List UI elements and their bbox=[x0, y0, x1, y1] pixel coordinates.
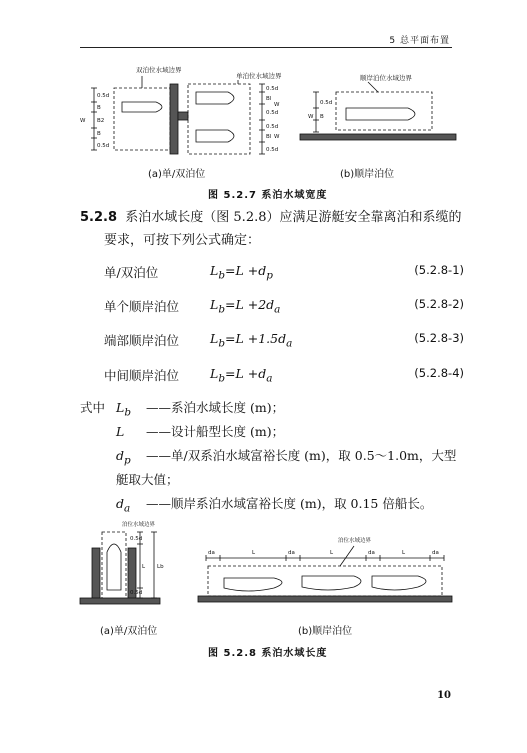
def-item: 艇取大值； bbox=[116, 472, 179, 487]
formula-row bbox=[104, 366, 464, 386]
label-boundary-b: 泊位水域边界 bbox=[338, 538, 372, 544]
dim-l-2: L bbox=[252, 550, 256, 556]
dim-05d-1: 0.5d bbox=[97, 93, 110, 99]
page-header bbox=[80, 33, 452, 48]
diagram-along-berth bbox=[300, 82, 456, 140]
chapter-title: 5 总平面布置 bbox=[389, 36, 450, 46]
defs-intro: 式中 bbox=[80, 400, 106, 415]
dim-l-1: L bbox=[142, 564, 146, 570]
dim-lb-1: Lb bbox=[157, 564, 164, 570]
dim-w-1: W bbox=[80, 118, 86, 124]
def-item: $L_b$ ——系泊水域长度 (m)； bbox=[116, 400, 285, 419]
dim-05d-9: 0.5d bbox=[130, 590, 143, 596]
clause-text-1: 系泊水域长度（图 5.2.8）应满足游艇安全靠离泊和系缆的 bbox=[125, 210, 462, 225]
formula-number: (5.2.8-4) bbox=[414, 366, 464, 380]
formula-row bbox=[104, 297, 464, 317]
dim-05d-5: 0.5d bbox=[266, 124, 279, 130]
dim-b-3: Bl bbox=[266, 96, 272, 102]
page-number: 10 bbox=[437, 690, 451, 701]
dim-w-4: W bbox=[308, 114, 314, 120]
fig1-sub-b: (b)顺岸泊位 bbox=[340, 169, 395, 180]
dim-w-3: W bbox=[274, 134, 280, 140]
dim-b2-1: B2 bbox=[97, 118, 105, 124]
dim-05d-2: 0.5d bbox=[97, 143, 110, 149]
dim-05d-8: 0.5d bbox=[130, 536, 143, 542]
formula-expr: $L_b=L +2d_a$ bbox=[210, 297, 281, 316]
formula-expr: $L_b=L +1.5d_a$ bbox=[210, 331, 293, 350]
clause-text-2: 要求，可按下列公式确定： bbox=[104, 233, 261, 248]
dim-da-4: da bbox=[432, 550, 439, 556]
figure1-caption: 图 5.2.7 系泊水域宽度 bbox=[208, 190, 328, 201]
fig2-sub-a: (a)单/双泊位 bbox=[100, 626, 158, 637]
dim-l-3: L bbox=[330, 550, 334, 556]
figure-5-2-7 bbox=[78, 62, 458, 188]
def-item: $d_a$ ——顺岸系泊水域富裕长度 (m)，取 0.15 倍船长。 bbox=[116, 496, 433, 515]
def-item: L ——设计船型长度 (m)； bbox=[116, 424, 285, 439]
formula-row bbox=[104, 263, 464, 283]
dim-05d-4: 0.5d bbox=[266, 110, 279, 116]
def-item: $d_p$ ——单/双系泊水域富裕长度 (m)，取 0.5～1.0m，大型 bbox=[116, 448, 457, 467]
diagram-length-along bbox=[198, 546, 452, 602]
formula-row bbox=[104, 331, 464, 351]
formula-expr: $L_b=L +d_a$ bbox=[210, 366, 273, 385]
clause-line-1 bbox=[80, 206, 462, 229]
dim-b-2: B bbox=[97, 131, 101, 137]
figure2-caption: 图 5.2.8 系泊水域长度 bbox=[208, 648, 328, 659]
label-along-boundary: 顺岸泊位水域边界 bbox=[360, 74, 412, 82]
diagram-length-single bbox=[80, 532, 160, 604]
fig1-sub-a: (a)单/双泊位 bbox=[148, 169, 206, 180]
formula-label: 单个顺岸泊位 bbox=[104, 299, 180, 314]
formula-label: 中间顺岸泊位 bbox=[104, 368, 180, 383]
dim-05d-7: 0.5d bbox=[320, 100, 333, 106]
formula-expr: $L_b=L +d_p$ bbox=[210, 263, 273, 282]
label-boundary-a: 泊位水域边界 bbox=[122, 522, 156, 528]
fig2-sub-b: (b)顺岸泊位 bbox=[298, 626, 353, 637]
dim-b-5: B bbox=[320, 114, 324, 120]
formula-label: 单/双泊位 bbox=[104, 265, 159, 280]
clause-number: 5.2.8 bbox=[80, 210, 118, 225]
formula-number: (5.2.8-1) bbox=[414, 263, 464, 277]
formula-number: (5.2.8-3) bbox=[414, 331, 464, 345]
formula-number: (5.2.8-2) bbox=[414, 297, 464, 311]
dim-b-1: B bbox=[97, 105, 101, 111]
dim-05d-3: 0.5d bbox=[266, 86, 279, 92]
diagram-single-double-berth bbox=[91, 76, 265, 154]
dim-05d-6: 0.5d bbox=[266, 147, 279, 153]
dim-da-1: da bbox=[208, 550, 215, 556]
dim-da-2: da bbox=[288, 550, 295, 556]
figure-5-2-8 bbox=[78, 518, 458, 620]
label-single-boundary: 单泊位水域边界 bbox=[236, 72, 282, 80]
dim-l-4: L bbox=[402, 550, 406, 556]
label-double-boundary: 双泊位水域边界 bbox=[136, 66, 182, 74]
dim-w-2: W bbox=[274, 102, 280, 108]
dim-b-4: Bl bbox=[266, 134, 272, 140]
formula-label: 端部顺岸泊位 bbox=[104, 333, 180, 348]
dim-da-3: da bbox=[368, 550, 375, 556]
